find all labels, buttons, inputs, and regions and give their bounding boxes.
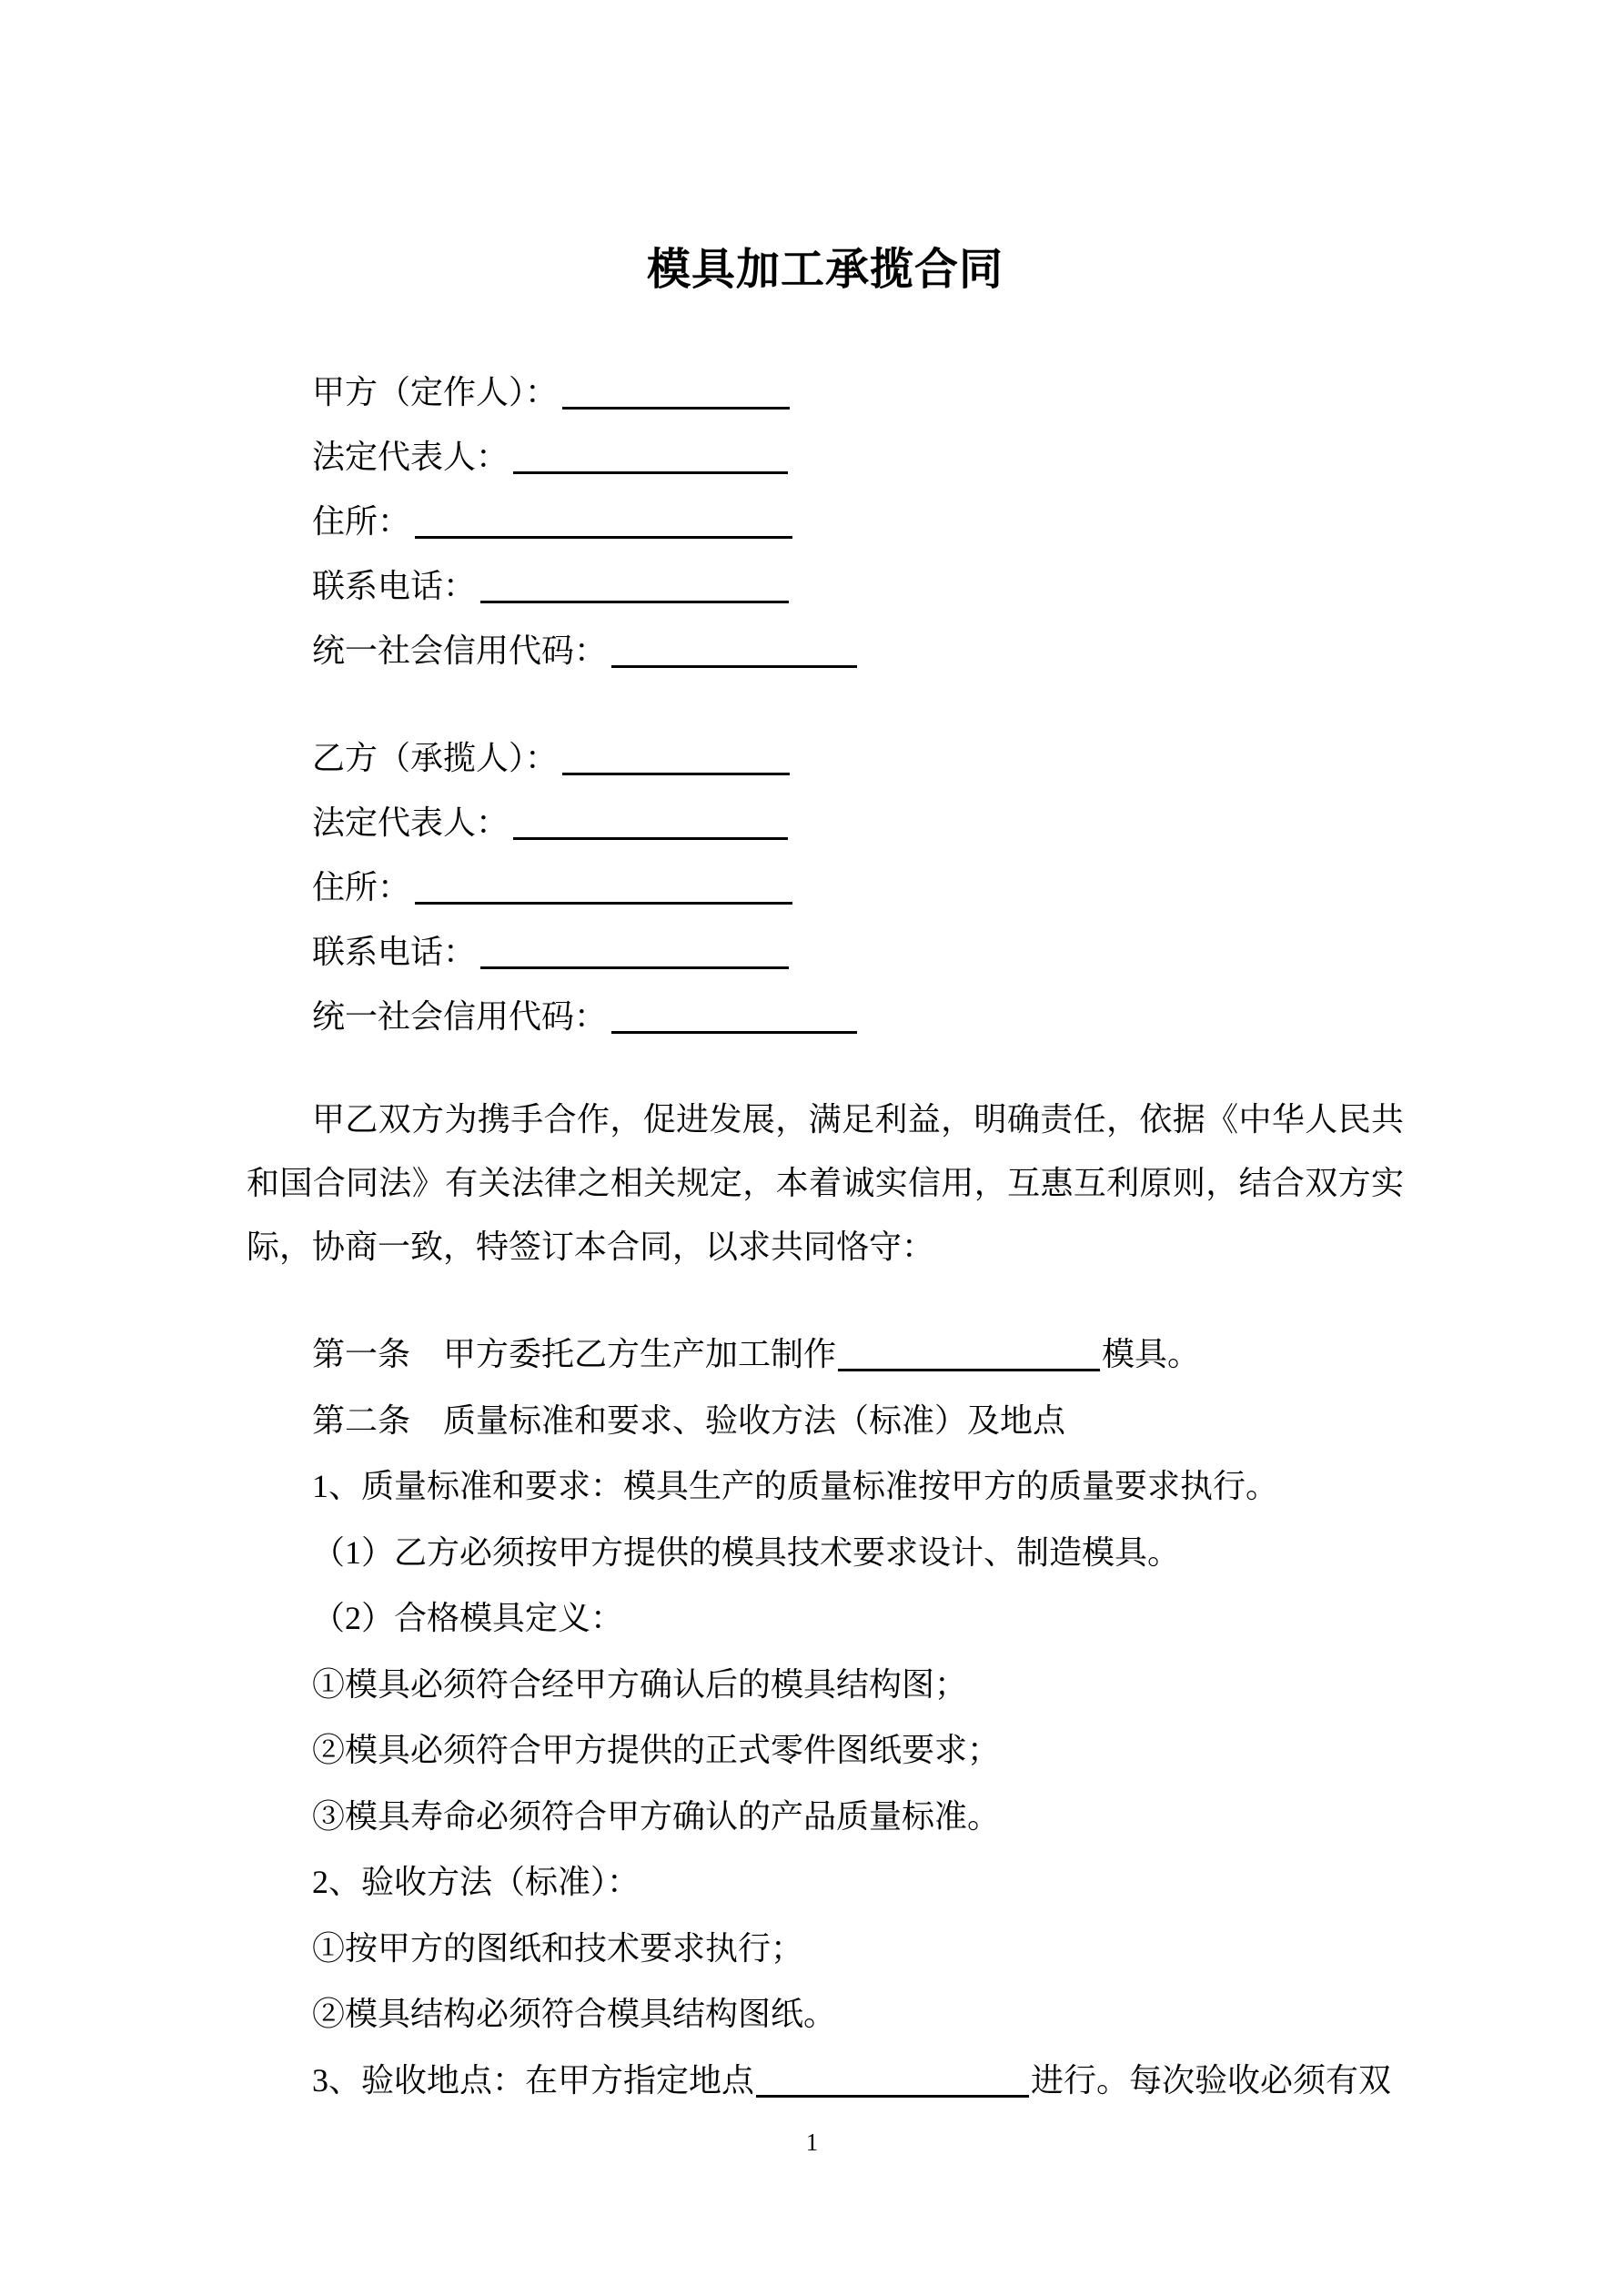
fill-in-blank[interactable] [480,966,789,969]
fill-in-blank[interactable] [415,535,792,539]
clause-1-suffix: 模具。 [1102,1336,1201,1372]
fill-in-blank[interactable] [513,836,788,840]
clause-2-def-3-row: ③模具寿命必须符合甲方确认的产品质量标准。 [312,1797,1001,1835]
party-b-name-row [247,726,1404,791]
party-a-credit-code-row [247,619,1404,683]
party-b-fields [247,726,1404,1049]
field-label: 联系电话： [312,568,477,604]
field-label: 联系电话： [312,934,477,970]
document-title: 模具加工承揽合同 [646,246,1004,294]
field-label: 住所： [312,503,411,540]
field-label: 法定代表人： [312,439,509,475]
clause-item-3-prefix: 3、验收地点：在甲方指定地点 [312,2061,755,2099]
party-a-legal-rep-row [247,425,1404,490]
party-a-phone-row [247,554,1404,619]
party-b-credit-code-row [247,985,1404,1049]
field-label: 住所： [312,869,411,905]
field-label: 统一社会信用代码： [312,998,608,1035]
clause-item-3-suffix: 进行。每次验收必须有双 [1031,2061,1392,2099]
clause-1-row [247,1321,1404,1388]
fill-in-blank[interactable] [838,1368,1100,1371]
field-label: 乙方（承揽人）： [312,740,559,776]
field-label: 法定代表人： [312,804,509,841]
party-b-phone-row [247,920,1404,985]
party-b-address-row [247,855,1404,920]
fill-in-blank[interactable] [562,406,790,410]
clause-2-item-1-row: 1、质量标准和要求：模具生产的质量标准按甲方的质量要求执行。 [312,1468,1279,1504]
fill-in-blank[interactable] [415,901,792,905]
fill-in-blank[interactable] [611,1030,857,1034]
clause-2-heading-row: 第二条 质量标准和要求、验收方法（标准）及地点 [312,1401,1066,1439]
clause-2-item-2-row: 2、验收方法（标准）： [312,1864,641,1900]
fill-in-blank[interactable] [562,772,790,775]
party-b-legal-rep-row [247,791,1404,855]
party-a-address-row [247,490,1404,554]
fill-in-blank[interactable] [513,470,788,474]
clause-2-accept-2-row: ②模具结构必须符合模具结构图纸。 [312,1996,837,2032]
field-label: 甲方（定作人）： [312,374,559,410]
clause-2-def-2-row: ②模具必须符合甲方提供的正式零件图纸要求； [312,1732,1001,1768]
clauses-section [247,1321,1404,2113]
fill-in-blank[interactable] [480,600,789,603]
fill-in-blank[interactable] [611,664,857,668]
clause-2-item-3-row [247,2048,1404,2114]
page-number: 1 [805,2129,819,2156]
party-a-name-row [247,360,1404,425]
document-content [0,244,1624,2113]
clause-1-prefix: 第一条 甲方委托乙方生产加工制作 [312,1336,837,1372]
field-label: 统一社会信用代码： [312,632,608,669]
clause-2-item-1-1-row: （1）乙方必须按甲方提供的模具技术要求设计、制造模具。 [312,1533,1181,1571]
fill-in-blank[interactable] [756,2094,1029,2098]
clause-2-accept-1-row: ①按甲方的图纸和技术要求执行； [312,1929,804,1967]
clause-2-item-1-2-row: （2）合格模具定义： [312,1600,624,1636]
clause-2-def-1-row: ①模具必须符合经甲方确认后的模具结构图； [312,1665,968,1703]
preamble-paragraph: 甲乙双方为携手合作，促进发展，满足利益，明确责任，依据《中华人民共和国合同法》有关法律之相关规定，本着诚实信用，互惠互利原则，结合双方实际，协商一致，特签订本合同，以求共同恪守： [247,1101,1404,1265]
party-a-fields [247,360,1404,683]
